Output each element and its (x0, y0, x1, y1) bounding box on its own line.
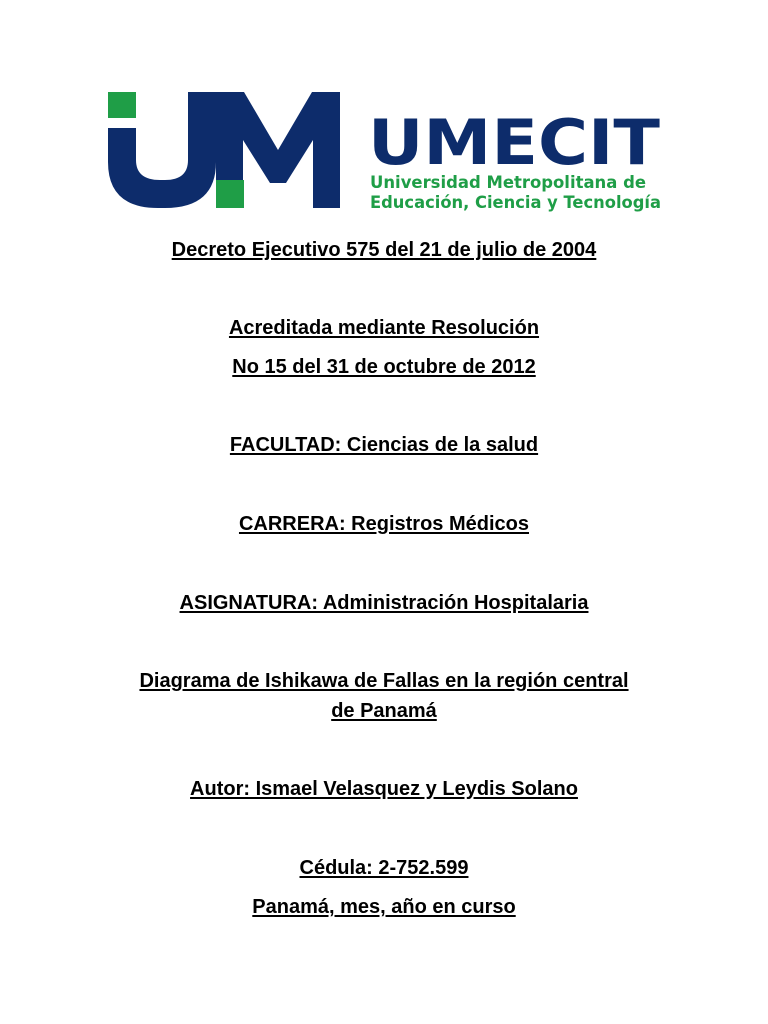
logo-tagline-line1: Universidad Metropolitana de (370, 173, 646, 193)
facultad-line: FACULTAD: Ciencias de la salud (229, 434, 539, 456)
titulo-line-2: de Panamá (331, 700, 437, 722)
umecit-logo (0, 0, 768, 230)
logo-tagline-line2: Educación, Ciencia y Tecnología (370, 193, 661, 213)
autor-line: Autor: Ismael Velasquez y Leydis Solano (190, 778, 578, 800)
decreto-line: Decreto Ejecutivo 575 del 21 de julio de 2004 (171, 239, 597, 261)
logo-green-square-top (108, 92, 136, 118)
cedula-line: Cédula: 2-752.599 (299, 857, 469, 879)
acreditada-line-2: No 15 del 31 de octubre de 2012 (232, 356, 536, 378)
acreditada-line-1: Acreditada mediante Resolución (228, 317, 540, 339)
lugar-fecha-line: Panamá, mes, año en curso (252, 896, 516, 918)
logo-green-square-bottom (216, 180, 244, 208)
titulo-line-1: Diagrama de Ishikawa de Fallas en la región central (139, 670, 629, 692)
carrera-line: CARRERA: Registros Médicos (238, 513, 530, 535)
asignatura-line: ASIGNATURA: Administración Hospitalaria (179, 592, 589, 614)
logo-brand-text: UMECIT (368, 106, 660, 179)
